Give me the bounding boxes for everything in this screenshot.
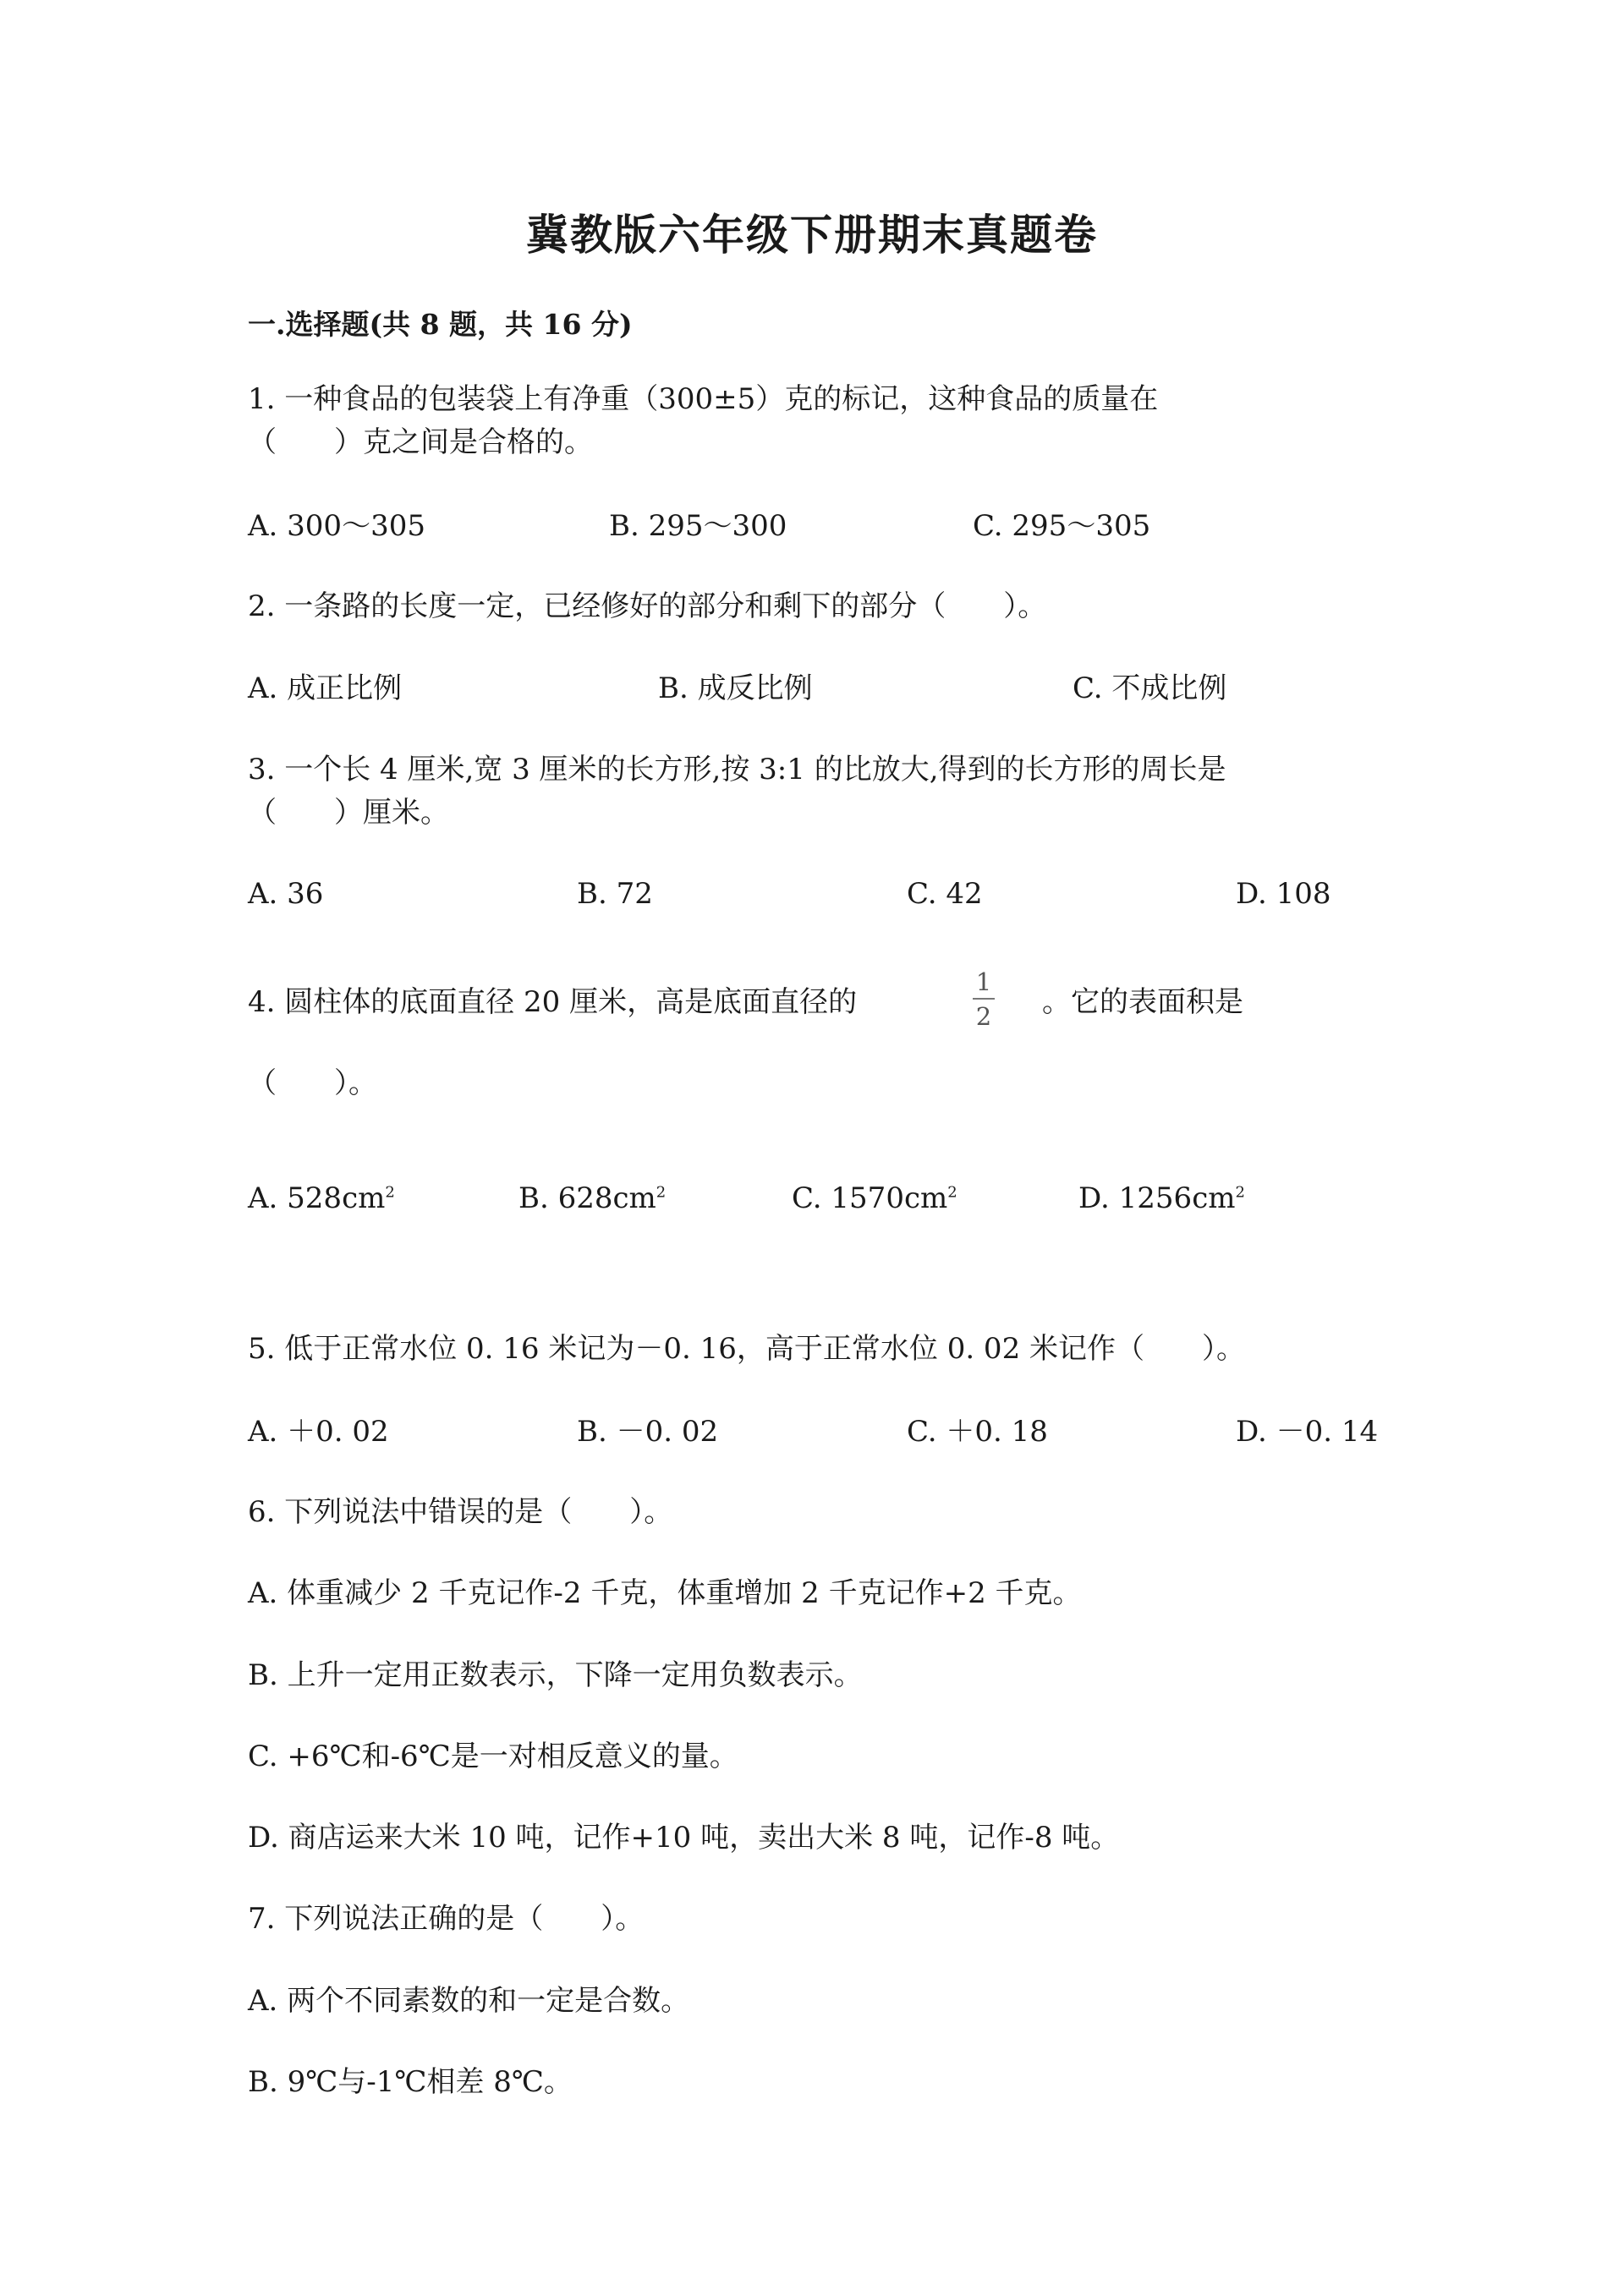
- question-4-option-b: [518, 1181, 666, 1216]
- question-7-text: 7. 下列说法正确的是（ ）。: [248, 1902, 645, 1936]
- question-4-text-line-2: （ ）。: [248, 1066, 377, 1100]
- question-5-option-a: A. ＋0. 02: [248, 1415, 389, 1449]
- question-3-text-line-2: （ ）厘米。: [248, 796, 449, 830]
- question-3-option-d: D. 108: [1236, 877, 1331, 911]
- squared-superscript: 2: [385, 1183, 395, 1202]
- squared-superscript: 2: [1235, 1183, 1245, 1202]
- question-2-option-c: C. 不成比例: [1073, 671, 1227, 705]
- question-4-option-c-text: C. 1570cm: [792, 1181, 948, 1215]
- question-3-option-b: B. 72: [577, 877, 653, 911]
- question-4-option-d: [1078, 1181, 1245, 1216]
- question-3-text-line-1: 3. 一个长 4 厘米,宽 3 厘米的长方形,按 3:1 的比放大,得到的长方形的周长是: [248, 753, 1226, 786]
- question-4-option-d-text: D. 1256cm: [1078, 1181, 1236, 1215]
- question-5-option-c: C. ＋0. 18: [907, 1415, 1048, 1449]
- question-4-option-c: [792, 1181, 957, 1216]
- question-6-option-d: D. 商店运来大米 10 吨，记作+10 吨，卖出大米 8 吨，记作-8 吨。: [248, 1821, 1120, 1855]
- question-6-option-c: C. +6℃和-6℃是一对相反意义的量。: [248, 1740, 738, 1773]
- fraction-bar: [973, 998, 995, 1000]
- question-2-option-b: B. 成反比例: [658, 671, 813, 705]
- question-6-option-a: A. 体重减少 2 千克记作-2 千克，体重增加 2 千克记作+2 千克。: [248, 1576, 1082, 1610]
- question-2-text: 2. 一条路的长度一定，已经修好的部分和剩下的部分（ ）。: [248, 589, 1047, 623]
- question-1-option-a: A. 300～305: [248, 509, 425, 543]
- question-3-option-a: A. 36: [248, 877, 324, 911]
- question-3-option-c: C. 42: [907, 877, 983, 911]
- squared-superscript: 2: [947, 1183, 957, 1202]
- question-1-option-b: B. 295～300: [609, 509, 787, 543]
- question-6-option-b: B. 上升一定用正数表示，下降一定用负数表示。: [248, 1658, 863, 1692]
- question-5-option-d: D. －0. 14: [1236, 1415, 1379, 1449]
- question-7-option-a: A. 两个不同素数的和一定是合数。: [248, 1984, 690, 2018]
- question-5-option-b: B. －0. 02: [577, 1415, 719, 1449]
- question-1-text-line-1: 1. 一种食品的包装袋上有净重（300±5）克的标记，这种食品的质量在: [248, 382, 1159, 416]
- question-4-option-a-text: A. 528cm: [248, 1181, 386, 1215]
- section-heading: 一.选择题(共 8 题，共 16 分): [248, 308, 633, 341]
- squared-superscript: 2: [656, 1183, 667, 1202]
- question-2-option-a: A. 成正比例: [248, 671, 403, 705]
- question-4-text-after-fraction: 。它的表面积是: [1042, 985, 1243, 1019]
- one-half-fraction: [971, 967, 996, 1031]
- page-title: 冀教版六年级下册期末真题卷: [526, 210, 1098, 260]
- question-6-text: 6. 下列说法中错误的是（ ）。: [248, 1495, 673, 1529]
- question-7-option-b: B. 9℃与-1℃相差 8℃。: [248, 2065, 573, 2099]
- fraction-numerator: 1: [975, 967, 992, 996]
- question-1-option-c: C. 295～305: [973, 509, 1151, 543]
- question-5-text: 5. 低于正常水位 0. 16 米记为－0. 16，高于正常水位 0. 02 米记作（ ）。: [248, 1332, 1246, 1366]
- question-1-text-line-2: （ ）克之间是合格的。: [248, 425, 593, 459]
- question-4-option-a: [248, 1181, 395, 1216]
- question-4-option-b-text: B. 628cm: [518, 1181, 656, 1215]
- question-4-text-before-fraction: 4. 圆柱体的底面直径 20 厘米，高是底面直径的: [248, 985, 858, 1019]
- fraction-denominator: 2: [975, 1002, 992, 1031]
